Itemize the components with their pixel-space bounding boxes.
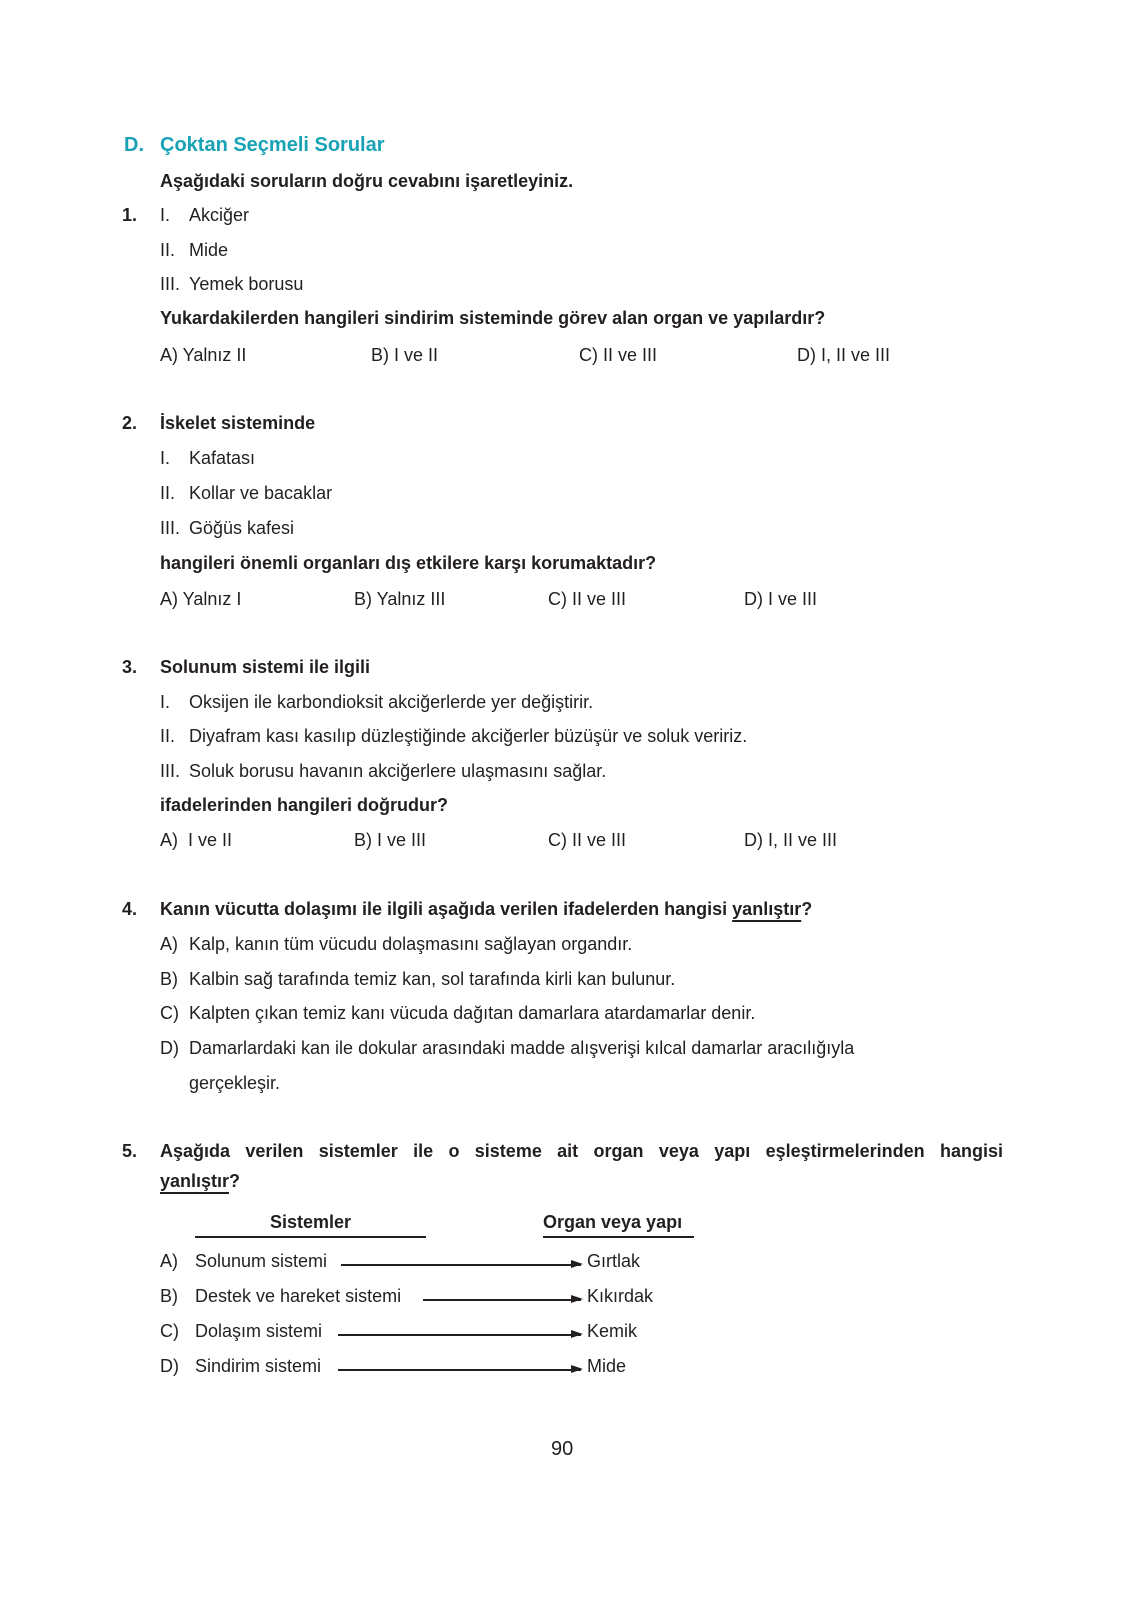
question-number: 2. [122, 413, 138, 433]
item-roman: II. [160, 240, 176, 260]
arrow-right-icon [338, 1334, 581, 1336]
lead-punct: ? [801, 899, 813, 919]
option-b[interactable]: B) I ve II [371, 345, 439, 365]
option-c-text[interactable]: Kalpten çıkan temiz kanı vücuda dağıtan damarlara atardamarlar denir. [189, 1003, 756, 1023]
item-text: Diyafram kası kasılıp düzleştiğinde akciğerler büzüşür ve soluk veririz. [189, 726, 748, 746]
arrow-right-icon [341, 1264, 581, 1266]
item-text: Soluk borusu havanın akciğerlere ulaşmasını sağlar. [189, 761, 607, 781]
item-roman: I. [160, 692, 171, 712]
lead-underlined: yanlıştır [160, 1171, 230, 1191]
item-roman: III. [160, 274, 181, 294]
question-number: 5. [122, 1141, 138, 1161]
header-rule-right [543, 1236, 694, 1238]
option-a[interactable]: A) Yalnız II [160, 345, 247, 365]
header-rule-left [195, 1236, 426, 1238]
question-stem: ifadelerinden hangileri doğrudur? [160, 795, 449, 815]
system-name: Solunum sistemi [195, 1251, 328, 1271]
option-c[interactable]: C) II ve III [548, 589, 627, 609]
option-a-text[interactable]: Kalp, kanın tüm vücudu dolaşmasını sağlayan organdır. [189, 934, 633, 954]
item-text: Kollar ve bacaklar [189, 483, 333, 503]
option-letter: B) [160, 1286, 178, 1306]
question-lead [160, 899, 812, 920]
system-name: Sindirim sistemi [195, 1356, 322, 1376]
item-text: Göğüs kafesi [189, 518, 295, 538]
option-letter: C) [160, 1321, 179, 1341]
item-roman: I. [160, 205, 171, 225]
section-title: Çoktan Seçmeli Sorular [160, 134, 385, 156]
item-text: Akciğer [189, 205, 250, 225]
option-letter[interactable]: D) [160, 1038, 179, 1058]
item-text: Yemek borusu [189, 274, 304, 294]
lead-punct: ? [229, 1171, 241, 1191]
question-lead: Solunum sistemi ile ilgili [160, 657, 371, 677]
lead-underlined: yanlıştır [732, 899, 802, 919]
question-number: 4. [122, 899, 138, 919]
option-d[interactable]: D) I, II ve III [797, 345, 891, 365]
option-b[interactable]: B) I ve III [354, 830, 427, 850]
column-header-systems: Sistemler [269, 1212, 352, 1232]
system-name: Dolaşım sistemi [195, 1321, 323, 1341]
item-roman: I. [160, 448, 171, 468]
column-header-organs: Organ veya yapı [543, 1212, 683, 1232]
option-c[interactable]: C) II ve III [548, 830, 627, 850]
item-roman: II. [160, 726, 176, 746]
option-d[interactable]: D) I, II ve III [744, 830, 838, 850]
item-roman: II. [160, 483, 176, 503]
option-a[interactable]: A) I ve II [160, 830, 233, 850]
question-number: 3. [122, 657, 138, 677]
organ-name: Gırtlak [587, 1251, 641, 1271]
instruction: Aşağıdaki soruların doğru cevabını işaretleyiniz. [160, 171, 574, 191]
item-text: Mide [189, 240, 229, 260]
organ-name: Kıkırdak [587, 1286, 654, 1306]
question-lead: Aşağıda verilen sistemler ile o sisteme ait organ veya yapı eşleştirmelerinden hangisi [160, 1141, 1003, 1161]
question-lead: İskelet sisteminde [160, 413, 316, 433]
option-letter[interactable]: A) [160, 934, 178, 954]
item-text: Kafatası [189, 448, 256, 468]
item-roman: III. [160, 761, 181, 781]
option-a[interactable]: A) Yalnız I [160, 589, 242, 609]
option-d-text-cont[interactable]: gerçekleşir. [189, 1073, 281, 1093]
arrow-right-icon [338, 1369, 581, 1371]
system-name: Destek ve hareket sistemi [195, 1286, 402, 1306]
option-letter: A) [160, 1251, 178, 1271]
item-text: Oksijen ile karbondioksit akciğerlerde yer değiştirir. [189, 692, 594, 712]
option-b-text[interactable]: Kalbin sağ tarafında temiz kan, sol tarafında kirli kan bulunur. [189, 969, 676, 989]
question-stem: hangileri önemli organları dış etkilere karşı korumaktadır? [160, 553, 657, 573]
option-letter[interactable]: B) [160, 969, 178, 989]
lead-text: Kanın vücutta dolaşımı ile ilgili aşağıda verilen ifadelerden hangisi [160, 899, 733, 919]
option-letter[interactable]: C) [160, 1003, 179, 1023]
option-d[interactable]: D) I ve III [744, 589, 818, 609]
question-lead-cont [160, 1171, 240, 1192]
option-b[interactable]: B) Yalnız III [354, 589, 446, 609]
option-c[interactable]: C) II ve III [579, 345, 658, 365]
organ-name: Kemik [587, 1321, 638, 1341]
organ-name: Mide [587, 1356, 627, 1376]
item-roman: III. [160, 518, 181, 538]
option-letter: D) [160, 1356, 179, 1376]
section-letter: D. [124, 134, 144, 156]
option-d-text[interactable]: Damarlardaki kan ile dokular arasındaki madde alışverişi kılcal damarlar aracılığıyla [189, 1038, 855, 1058]
question-stem: Yukardakilerden hangileri sindirim sisteminde görev alan organ ve yapılardır? [160, 308, 826, 328]
page-number: 90 [551, 1438, 574, 1460]
arrow-right-icon [423, 1299, 581, 1301]
question-number: 1. [122, 205, 138, 225]
